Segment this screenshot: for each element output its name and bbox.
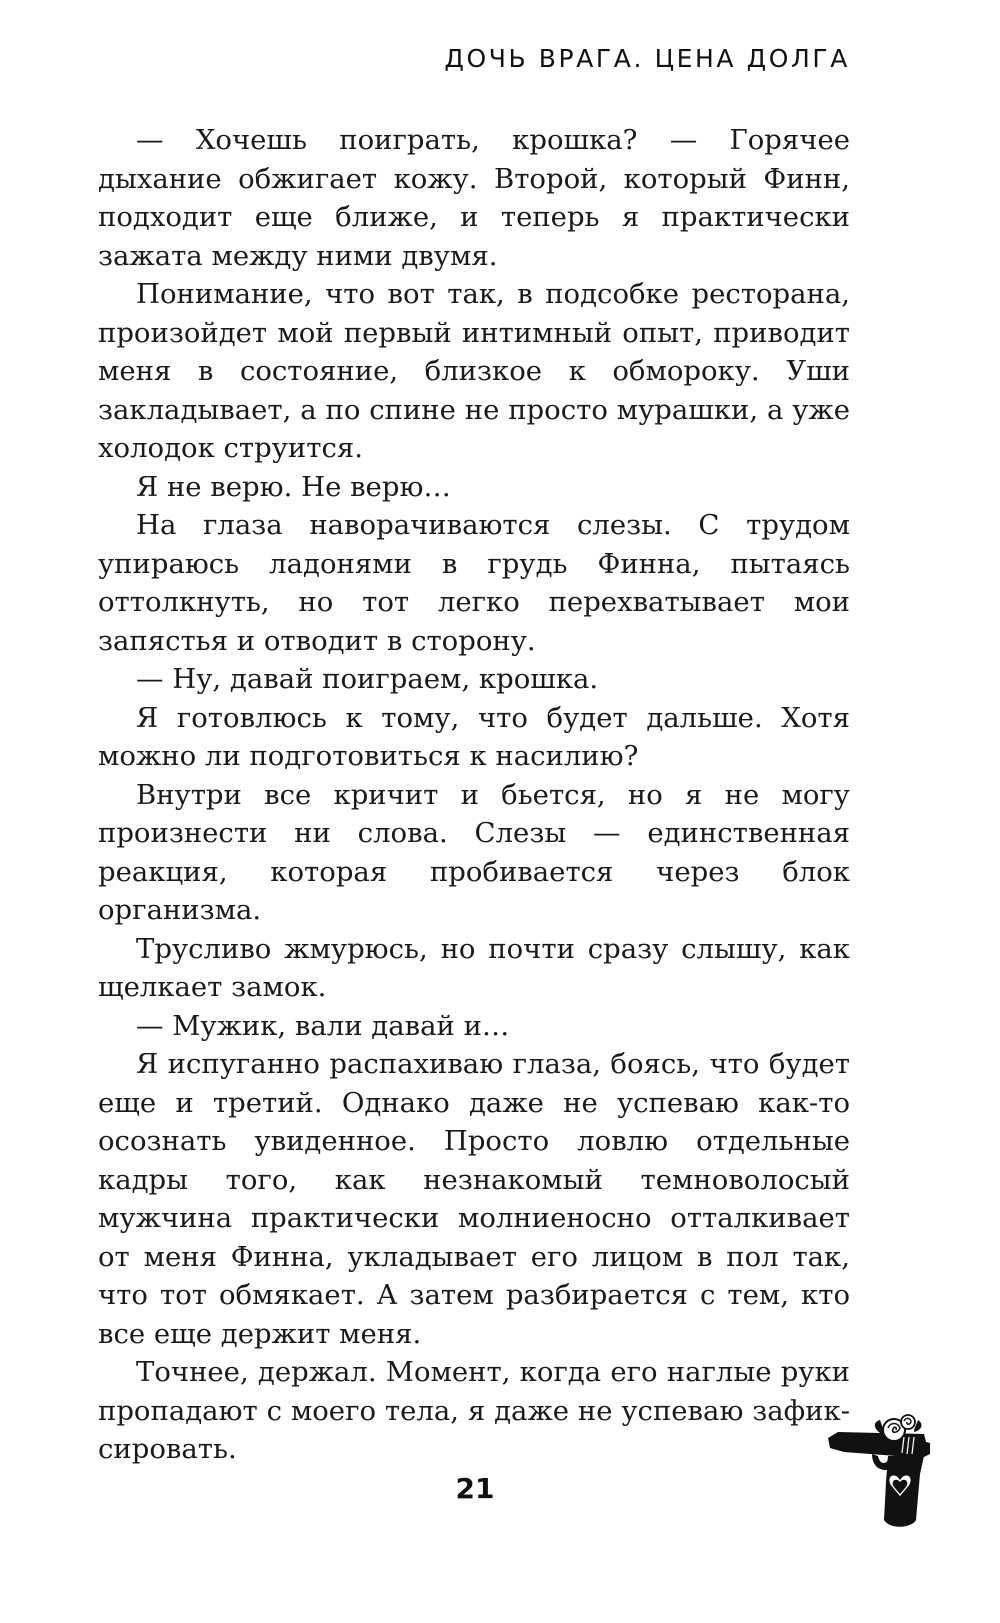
paragraph: — Хочешь поиграть, крошка? — Горячее дыхание обжигает кожу. Второй, который Финн, подходит еще ближе, и теперь я практически зажата между ними двумя. <box>98 124 850 272</box>
running-title: ДОЧЬ ВРАГА. ЦЕНА ДОЛГА <box>444 44 850 73</box>
paragraph: — Мужик, вали давай и… <box>136 1009 510 1042</box>
pistol-with-rose-and-heart-icon <box>826 1412 942 1532</box>
paragraph: Я не верю. Не верю… <box>136 470 451 503</box>
paragraph: Я готовлюсь к тому, что будет дальше. Хотя можно ли подготовиться к насилию? <box>98 701 850 772</box>
paragraph: Точнее, держал. Момент, когда его наглые руки пропадают с моего тела, я даже не успеваю зафиксировать. <box>98 1356 850 1465</box>
body-text <box>98 121 850 1469</box>
paragraph: Я испуганно распахиваю глаза, боясь, что будет еще и третий. Однако даже не успеваю как-то осознать увиденное. Просто ловлю отдельные кадры того, как незнакомый темноволосый мужчина практически молниеносно отталкивает от меня Финна, укладывает его лицом в пол так, что тот обмякает. А затем разбирается с тем, кто все еще держит меня. <box>98 1048 850 1350</box>
paragraph: Трусливо жмурюсь, но почти сразу слышу, как щелкает замок. <box>98 932 850 1003</box>
paragraph: — Ну, давай поиграем, крошка. <box>136 663 599 695</box>
paragraph: На глаза наворачиваются слезы. С трудом упираюсь ладонями в грудь Финна, пытаясь оттолкнуть, но тот легко перехватывает мои запястья и отводит в сторону. <box>98 509 850 657</box>
paragraph: Внутри все кричит и бьется, но я не могу произнести ни слова. Слезы — единственная реакция, которая пробивается через блок организма. <box>98 778 850 926</box>
paragraph: Понимание, что вот так, в подсобке ресторана, произойдет мой первый интимный опыт, приводит меня в состояние, близкое к обмороку. Уши закладывает, а по спине не просто мурашки, а уже холодок струится. <box>98 278 850 464</box>
page-number: 21 <box>455 1472 495 1505</box>
